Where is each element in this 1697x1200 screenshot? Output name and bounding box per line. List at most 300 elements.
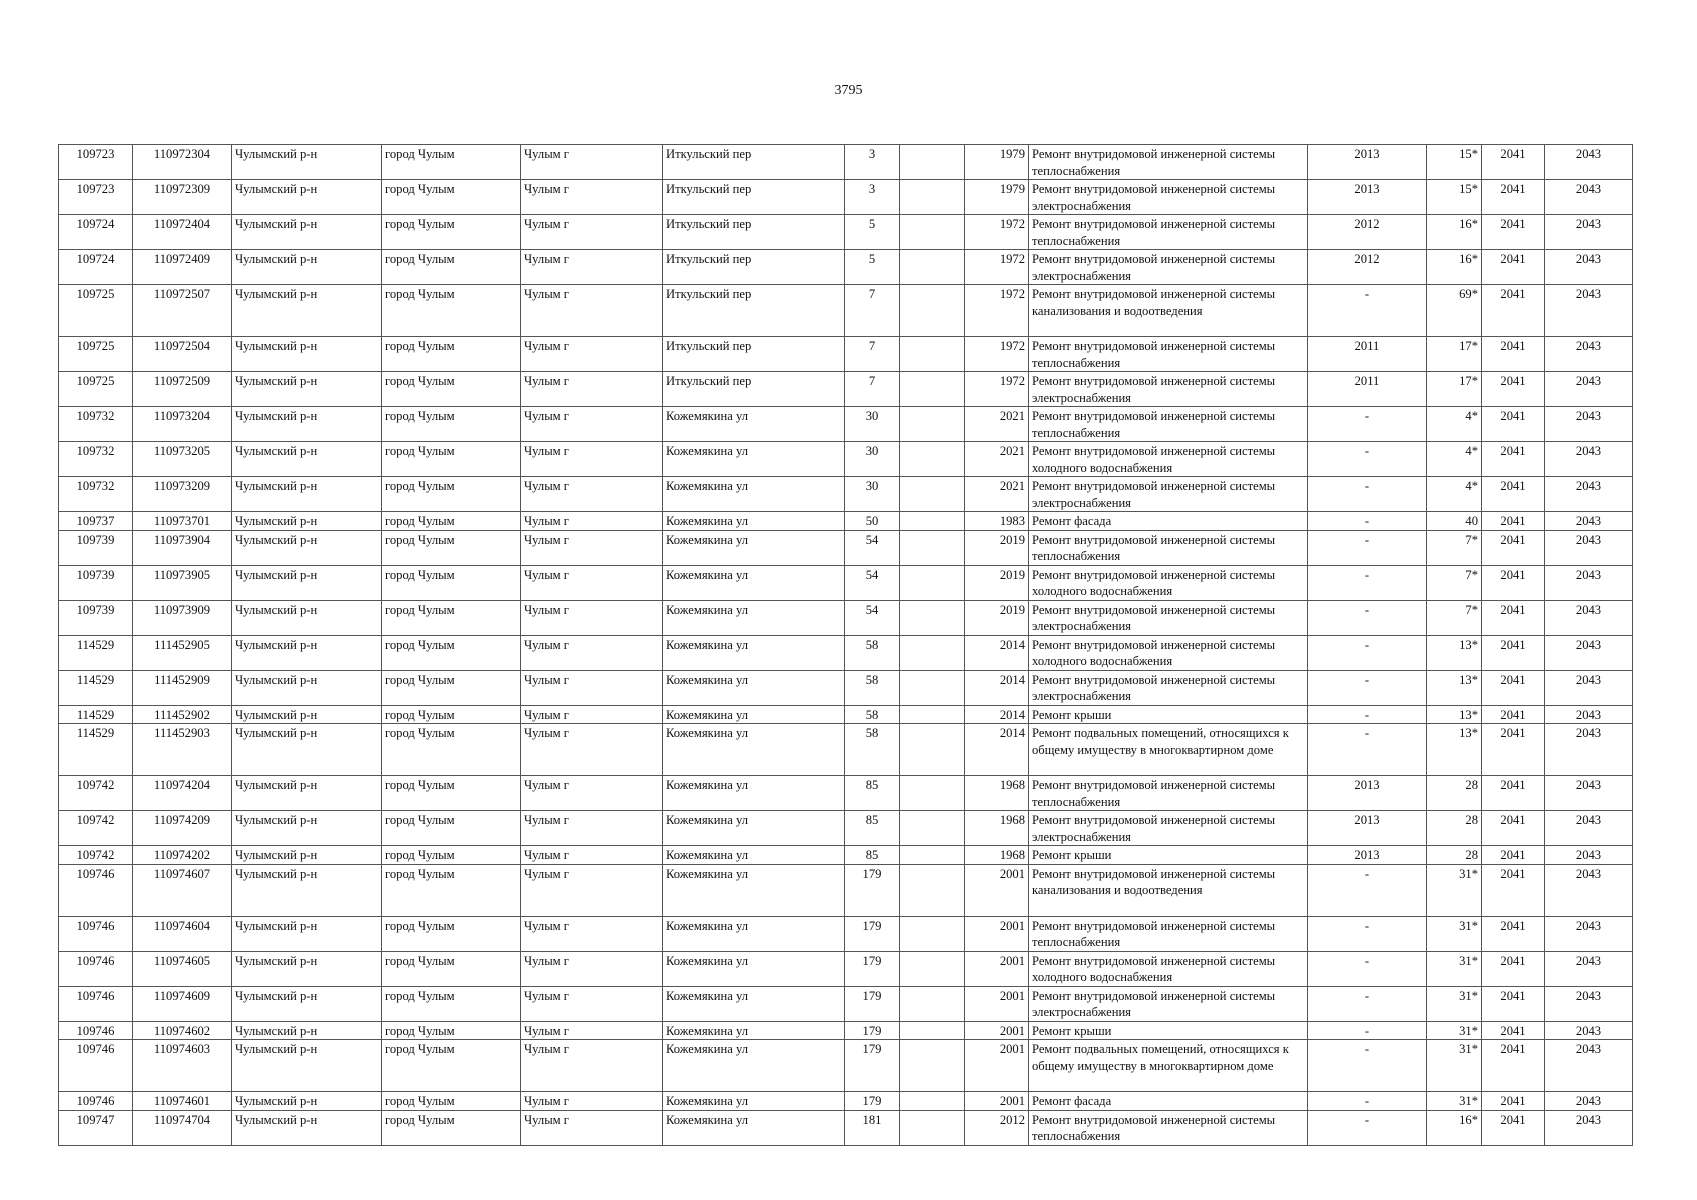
last-repair-year-cell: - — [1308, 600, 1427, 635]
house-number-cell: 54 — [845, 600, 900, 635]
street-cell: Иткульский пер — [663, 372, 845, 407]
wear-percent-cell: 13* — [1427, 635, 1482, 670]
table-row — [59, 477, 1633, 512]
street-cell: Кожемякина ул — [663, 442, 845, 477]
object-id-cell: 109746 — [59, 1021, 133, 1040]
work-code-cell: 110973904 — [133, 530, 232, 565]
plan-start-year-cell: 2041 — [1482, 1110, 1545, 1145]
plan-end-year-cell: 2043 — [1545, 846, 1633, 865]
plan-end-year-cell: 2043 — [1545, 811, 1633, 846]
last-repair-year-cell: - — [1308, 477, 1427, 512]
plan-end-year-cell: 2043 — [1545, 600, 1633, 635]
plan-end-year-cell: 2043 — [1545, 442, 1633, 477]
district-cell: Чулымский р-н — [232, 1040, 382, 1092]
wear-percent-cell: 31* — [1427, 986, 1482, 1021]
street-cell: Кожемякина ул — [663, 705, 845, 724]
district-cell: Чулымский р-н — [232, 986, 382, 1021]
object-id-cell: 114529 — [59, 670, 133, 705]
work-code-cell: 110972409 — [133, 250, 232, 285]
district-cell: Чулымский р-н — [232, 512, 382, 531]
house-number-cell: 58 — [845, 670, 900, 705]
work-type-cell: Ремонт крыши — [1029, 846, 1308, 865]
work-type-cell: Ремонт внутридомовой инженерной системы электроснабжения — [1029, 477, 1308, 512]
table-row — [59, 407, 1633, 442]
district-cell: Чулымский р-н — [232, 477, 382, 512]
last-repair-year-cell: 2011 — [1308, 372, 1427, 407]
street-cell: Кожемякина ул — [663, 986, 845, 1021]
wear-percent-cell: 31* — [1427, 916, 1482, 951]
district-cell: Чулымский р-н — [232, 724, 382, 776]
municipality-cell: город Чулым — [382, 477, 521, 512]
locality-cell: Чулым г — [521, 372, 663, 407]
work-code-cell: 110974604 — [133, 916, 232, 951]
locality-cell: Чулым г — [521, 811, 663, 846]
street-cell: Кожемякина ул — [663, 670, 845, 705]
house-number-cell: 85 — [845, 846, 900, 865]
house-number-cell: 58 — [845, 635, 900, 670]
work-code-cell: 110973701 — [133, 512, 232, 531]
extra-cell-cell — [900, 705, 965, 724]
extra-cell-cell — [900, 477, 965, 512]
municipality-cell: город Чулым — [382, 372, 521, 407]
locality-cell: Чулым г — [521, 1040, 663, 1092]
street-cell: Кожемякина ул — [663, 846, 845, 865]
last-repair-year-cell: 2013 — [1308, 846, 1427, 865]
commission-year-cell: 2001 — [965, 1040, 1029, 1092]
municipality-cell: город Чулым — [382, 565, 521, 600]
object-id-cell: 109742 — [59, 776, 133, 811]
object-id-cell: 109746 — [59, 986, 133, 1021]
house-number-cell: 179 — [845, 951, 900, 986]
register-body — [59, 145, 1633, 1146]
house-number-cell: 54 — [845, 530, 900, 565]
plan-end-year-cell: 2043 — [1545, 407, 1633, 442]
house-number-cell: 58 — [845, 724, 900, 776]
object-id-cell: 109724 — [59, 215, 133, 250]
locality-cell: Чулым г — [521, 285, 663, 337]
district-cell: Чулымский р-н — [232, 180, 382, 215]
last-repair-year-cell: - — [1308, 951, 1427, 986]
locality-cell: Чулым г — [521, 530, 663, 565]
plan-start-year-cell: 2041 — [1482, 811, 1545, 846]
table-row — [59, 916, 1633, 951]
district-cell: Чулымский р-н — [232, 670, 382, 705]
district-cell: Чулымский р-н — [232, 846, 382, 865]
work-code-cell: 110973205 — [133, 442, 232, 477]
municipality-cell: город Чулым — [382, 180, 521, 215]
wear-percent-cell: 28 — [1427, 776, 1482, 811]
locality-cell: Чулым г — [521, 250, 663, 285]
object-id-cell: 109739 — [59, 530, 133, 565]
plan-end-year-cell: 2043 — [1545, 670, 1633, 705]
house-number-cell: 179 — [845, 1021, 900, 1040]
municipality-cell: город Чулым — [382, 600, 521, 635]
last-repair-year-cell: 2012 — [1308, 250, 1427, 285]
wear-percent-cell: 17* — [1427, 372, 1482, 407]
plan-start-year-cell: 2041 — [1482, 250, 1545, 285]
extra-cell-cell — [900, 864, 965, 916]
municipality-cell: город Чулым — [382, 215, 521, 250]
extra-cell-cell — [900, 285, 965, 337]
street-cell: Кожемякина ул — [663, 916, 845, 951]
object-id-cell: 109723 — [59, 180, 133, 215]
wear-percent-cell: 4* — [1427, 442, 1482, 477]
work-type-cell: Ремонт фасада — [1029, 512, 1308, 531]
object-id-cell: 109725 — [59, 285, 133, 337]
object-id-cell: 109747 — [59, 1110, 133, 1145]
object-id-cell: 109742 — [59, 846, 133, 865]
wear-percent-cell: 7* — [1427, 565, 1482, 600]
plan-end-year-cell: 2043 — [1545, 1110, 1633, 1145]
district-cell: Чулымский р-н — [232, 285, 382, 337]
district-cell: Чулымский р-н — [232, 951, 382, 986]
municipality-cell: город Чулым — [382, 1092, 521, 1111]
extra-cell-cell — [900, 635, 965, 670]
table-row — [59, 530, 1633, 565]
municipality-cell: город Чулым — [382, 530, 521, 565]
wear-percent-cell: 13* — [1427, 705, 1482, 724]
district-cell: Чулымский р-н — [232, 635, 382, 670]
plan-end-year-cell: 2043 — [1545, 337, 1633, 372]
district-cell: Чулымский р-н — [232, 250, 382, 285]
plan-end-year-cell: 2043 — [1545, 951, 1633, 986]
house-number-cell: 7 — [845, 372, 900, 407]
municipality-cell: город Чулым — [382, 1110, 521, 1145]
municipality-cell: город Чулым — [382, 1040, 521, 1092]
wear-percent-cell: 13* — [1427, 724, 1482, 776]
street-cell: Кожемякина ул — [663, 530, 845, 565]
locality-cell: Чулым г — [521, 916, 663, 951]
house-number-cell: 179 — [845, 986, 900, 1021]
municipality-cell: город Чулым — [382, 512, 521, 531]
street-cell: Кожемякина ул — [663, 512, 845, 531]
locality-cell: Чулым г — [521, 180, 663, 215]
plan-end-year-cell: 2043 — [1545, 1092, 1633, 1111]
commission-year-cell: 1979 — [965, 145, 1029, 180]
wear-percent-cell: 17* — [1427, 337, 1482, 372]
repair-register-table — [58, 144, 1633, 1146]
extra-cell-cell — [900, 670, 965, 705]
district-cell: Чулымский р-н — [232, 1110, 382, 1145]
municipality-cell: город Чулым — [382, 776, 521, 811]
table-row — [59, 1092, 1633, 1111]
plan-end-year-cell: 2043 — [1545, 724, 1633, 776]
locality-cell: Чулым г — [521, 776, 663, 811]
street-cell: Иткульский пер — [663, 180, 845, 215]
table-row — [59, 600, 1633, 635]
locality-cell: Чулым г — [521, 600, 663, 635]
house-number-cell: 50 — [845, 512, 900, 531]
street-cell: Кожемякина ул — [663, 477, 845, 512]
last-repair-year-cell: - — [1308, 864, 1427, 916]
work-code-cell: 110972304 — [133, 145, 232, 180]
locality-cell: Чулым г — [521, 512, 663, 531]
district-cell: Чулымский р-н — [232, 530, 382, 565]
work-type-cell: Ремонт внутридомовой инженерной системы теплоснабжения — [1029, 337, 1308, 372]
commission-year-cell: 1983 — [965, 512, 1029, 531]
plan-start-year-cell: 2041 — [1482, 635, 1545, 670]
commission-year-cell: 2001 — [965, 864, 1029, 916]
work-type-cell: Ремонт внутридомовой инженерной системы канализования и водоотведения — [1029, 864, 1308, 916]
last-repair-year-cell: - — [1308, 565, 1427, 600]
object-id-cell: 109725 — [59, 372, 133, 407]
locality-cell: Чулым г — [521, 565, 663, 600]
last-repair-year-cell: - — [1308, 916, 1427, 951]
plan-start-year-cell: 2041 — [1482, 337, 1545, 372]
last-repair-year-cell: - — [1308, 1092, 1427, 1111]
house-number-cell: 7 — [845, 337, 900, 372]
table-row — [59, 724, 1633, 776]
municipality-cell: город Чулым — [382, 442, 521, 477]
commission-year-cell: 2021 — [965, 442, 1029, 477]
plan-end-year-cell: 2043 — [1545, 864, 1633, 916]
plan-start-year-cell: 2041 — [1482, 145, 1545, 180]
commission-year-cell: 2019 — [965, 565, 1029, 600]
locality-cell: Чулым г — [521, 407, 663, 442]
plan-start-year-cell: 2041 — [1482, 407, 1545, 442]
house-number-cell: 181 — [845, 1110, 900, 1145]
work-code-cell: 110974609 — [133, 986, 232, 1021]
table-row — [59, 250, 1633, 285]
work-code-cell: 110972509 — [133, 372, 232, 407]
table-row — [59, 1110, 1633, 1145]
extra-cell-cell — [900, 250, 965, 285]
last-repair-year-cell: - — [1308, 407, 1427, 442]
work-code-cell: 110972404 — [133, 215, 232, 250]
work-code-cell: 110974704 — [133, 1110, 232, 1145]
table-row — [59, 670, 1633, 705]
commission-year-cell: 1968 — [965, 846, 1029, 865]
commission-year-cell: 2021 — [965, 407, 1029, 442]
plan-end-year-cell: 2043 — [1545, 215, 1633, 250]
work-type-cell: Ремонт внутридомовой инженерной системы теплоснабжения — [1029, 776, 1308, 811]
work-code-cell: 110972504 — [133, 337, 232, 372]
plan-start-year-cell: 2041 — [1482, 916, 1545, 951]
district-cell: Чулымский р-н — [232, 600, 382, 635]
locality-cell: Чулым г — [521, 724, 663, 776]
work-type-cell: Ремонт внутридомовой инженерной системы холодного водоснабжения — [1029, 951, 1308, 986]
commission-year-cell: 1972 — [965, 285, 1029, 337]
extra-cell-cell — [900, 1110, 965, 1145]
object-id-cell: 109746 — [59, 864, 133, 916]
object-id-cell: 109723 — [59, 145, 133, 180]
table-row — [59, 215, 1633, 250]
work-type-cell: Ремонт внутридомовой инженерной системы канализования и водоотведения — [1029, 285, 1308, 337]
commission-year-cell: 2001 — [965, 986, 1029, 1021]
house-number-cell: 7 — [845, 285, 900, 337]
house-number-cell: 5 — [845, 250, 900, 285]
locality-cell: Чулым г — [521, 1021, 663, 1040]
last-repair-year-cell: 2013 — [1308, 776, 1427, 811]
extra-cell-cell — [900, 1021, 965, 1040]
municipality-cell: город Чулым — [382, 250, 521, 285]
district-cell: Чулымский р-н — [232, 565, 382, 600]
house-number-cell: 30 — [845, 407, 900, 442]
commission-year-cell: 2014 — [965, 724, 1029, 776]
work-code-cell: 110974603 — [133, 1040, 232, 1092]
plan-start-year-cell: 2041 — [1482, 1092, 1545, 1111]
page-number: 3795 — [834, 83, 863, 98]
plan-start-year-cell: 2041 — [1482, 600, 1545, 635]
wear-percent-cell: 40 — [1427, 512, 1482, 531]
street-cell: Иткульский пер — [663, 215, 845, 250]
house-number-cell: 179 — [845, 916, 900, 951]
street-cell: Кожемякина ул — [663, 1021, 845, 1040]
house-number-cell: 30 — [845, 477, 900, 512]
plan-end-year-cell: 2043 — [1545, 512, 1633, 531]
work-code-cell: 110972507 — [133, 285, 232, 337]
plan-end-year-cell: 2043 — [1545, 1040, 1633, 1092]
last-repair-year-cell: - — [1308, 512, 1427, 531]
locality-cell: Чулым г — [521, 215, 663, 250]
street-cell: Кожемякина ул — [663, 635, 845, 670]
street-cell: Кожемякина ул — [663, 1040, 845, 1092]
locality-cell: Чулым г — [521, 670, 663, 705]
last-repair-year-cell: 2011 — [1308, 337, 1427, 372]
plan-end-year-cell: 2043 — [1545, 180, 1633, 215]
table-row — [59, 565, 1633, 600]
plan-start-year-cell: 2041 — [1482, 670, 1545, 705]
plan-end-year-cell: 2043 — [1545, 986, 1633, 1021]
object-id-cell: 109739 — [59, 565, 133, 600]
last-repair-year-cell: - — [1308, 285, 1427, 337]
work-type-cell: Ремонт внутридомовой инженерной системы теплоснабжения — [1029, 215, 1308, 250]
plan-start-year-cell: 2041 — [1482, 1040, 1545, 1092]
street-cell: Кожемякина ул — [663, 811, 845, 846]
work-type-cell: Ремонт внутридомовой инженерной системы электроснабжения — [1029, 986, 1308, 1021]
wear-percent-cell: 16* — [1427, 215, 1482, 250]
district-cell: Чулымский р-н — [232, 705, 382, 724]
plan-start-year-cell: 2041 — [1482, 180, 1545, 215]
plan-start-year-cell: 2041 — [1482, 285, 1545, 337]
wear-percent-cell: 31* — [1427, 864, 1482, 916]
wear-percent-cell: 16* — [1427, 250, 1482, 285]
table-row — [59, 811, 1633, 846]
district-cell: Чулымский р-н — [232, 215, 382, 250]
plan-end-year-cell: 2043 — [1545, 285, 1633, 337]
house-number-cell: 85 — [845, 811, 900, 846]
extra-cell-cell — [900, 565, 965, 600]
municipality-cell: город Чулым — [382, 916, 521, 951]
commission-year-cell: 2014 — [965, 705, 1029, 724]
table-row — [59, 512, 1633, 531]
commission-year-cell: 1979 — [965, 180, 1029, 215]
municipality-cell: город Чулым — [382, 864, 521, 916]
extra-cell-cell — [900, 846, 965, 865]
work-code-cell: 110974204 — [133, 776, 232, 811]
wear-percent-cell: 28 — [1427, 811, 1482, 846]
work-code-cell: 110973204 — [133, 407, 232, 442]
commission-year-cell: 2019 — [965, 530, 1029, 565]
municipality-cell: город Чулым — [382, 407, 521, 442]
district-cell: Чулымский р-н — [232, 1021, 382, 1040]
work-code-cell: 110974605 — [133, 951, 232, 986]
work-code-cell: 110974209 — [133, 811, 232, 846]
work-type-cell: Ремонт внутридомовой инженерной системы теплоснабжения — [1029, 407, 1308, 442]
commission-year-cell: 2019 — [965, 600, 1029, 635]
wear-percent-cell: 28 — [1427, 846, 1482, 865]
work-code-cell: 110974602 — [133, 1021, 232, 1040]
plan-start-year-cell: 2041 — [1482, 724, 1545, 776]
extra-cell-cell — [900, 600, 965, 635]
locality-cell: Чулым г — [521, 145, 663, 180]
plan-end-year-cell: 2043 — [1545, 530, 1633, 565]
work-type-cell: Ремонт крыши — [1029, 705, 1308, 724]
plan-start-year-cell: 2041 — [1482, 705, 1545, 724]
extra-cell-cell — [900, 512, 965, 531]
plan-start-year-cell: 2041 — [1482, 477, 1545, 512]
district-cell: Чулымский р-н — [232, 145, 382, 180]
plan-end-year-cell: 2043 — [1545, 776, 1633, 811]
last-repair-year-cell: - — [1308, 1021, 1427, 1040]
municipality-cell: город Чулым — [382, 846, 521, 865]
plan-end-year-cell: 2043 — [1545, 916, 1633, 951]
house-number-cell: 3 — [845, 145, 900, 180]
plan-start-year-cell: 2041 — [1482, 986, 1545, 1021]
object-id-cell: 114529 — [59, 705, 133, 724]
street-cell: Кожемякина ул — [663, 565, 845, 600]
house-number-cell: 85 — [845, 776, 900, 811]
plan-end-year-cell: 2043 — [1545, 1021, 1633, 1040]
work-type-cell: Ремонт внутридомовой инженерной системы электроснабжения — [1029, 372, 1308, 407]
municipality-cell: город Чулым — [382, 285, 521, 337]
table-row — [59, 1021, 1633, 1040]
commission-year-cell: 2014 — [965, 635, 1029, 670]
plan-end-year-cell: 2043 — [1545, 250, 1633, 285]
district-cell: Чулымский р-н — [232, 372, 382, 407]
municipality-cell: город Чулым — [382, 705, 521, 724]
municipality-cell: город Чулым — [382, 635, 521, 670]
object-id-cell: 109732 — [59, 477, 133, 512]
work-type-cell: Ремонт внутридомовой инженерной системы теплоснабжения — [1029, 145, 1308, 180]
extra-cell-cell — [900, 215, 965, 250]
locality-cell: Чулым г — [521, 337, 663, 372]
district-cell: Чулымский р-н — [232, 337, 382, 372]
commission-year-cell: 2012 — [965, 1110, 1029, 1145]
object-id-cell: 109746 — [59, 916, 133, 951]
locality-cell: Чулым г — [521, 705, 663, 724]
plan-start-year-cell: 2041 — [1482, 372, 1545, 407]
work-code-cell: 110974607 — [133, 864, 232, 916]
table-row — [59, 285, 1633, 337]
street-cell: Иткульский пер — [663, 145, 845, 180]
object-id-cell: 114529 — [59, 724, 133, 776]
street-cell: Кожемякина ул — [663, 1110, 845, 1145]
object-id-cell: 109737 — [59, 512, 133, 531]
district-cell: Чулымский р-н — [232, 864, 382, 916]
street-cell: Кожемякина ул — [663, 600, 845, 635]
object-id-cell: 114529 — [59, 635, 133, 670]
work-code-cell: 111452905 — [133, 635, 232, 670]
wear-percent-cell: 31* — [1427, 1021, 1482, 1040]
house-number-cell: 54 — [845, 565, 900, 600]
commission-year-cell: 1972 — [965, 250, 1029, 285]
wear-percent-cell: 4* — [1427, 477, 1482, 512]
object-id-cell: 109739 — [59, 600, 133, 635]
object-id-cell: 109742 — [59, 811, 133, 846]
object-id-cell: 109746 — [59, 1040, 133, 1092]
object-id-cell: 109732 — [59, 407, 133, 442]
extra-cell-cell — [900, 811, 965, 846]
plan-start-year-cell: 2041 — [1482, 864, 1545, 916]
wear-percent-cell: 69* — [1427, 285, 1482, 337]
table-row — [59, 986, 1633, 1021]
wear-percent-cell: 4* — [1427, 407, 1482, 442]
commission-year-cell: 2021 — [965, 477, 1029, 512]
extra-cell-cell — [900, 145, 965, 180]
extra-cell-cell — [900, 724, 965, 776]
house-number-cell: 3 — [845, 180, 900, 215]
